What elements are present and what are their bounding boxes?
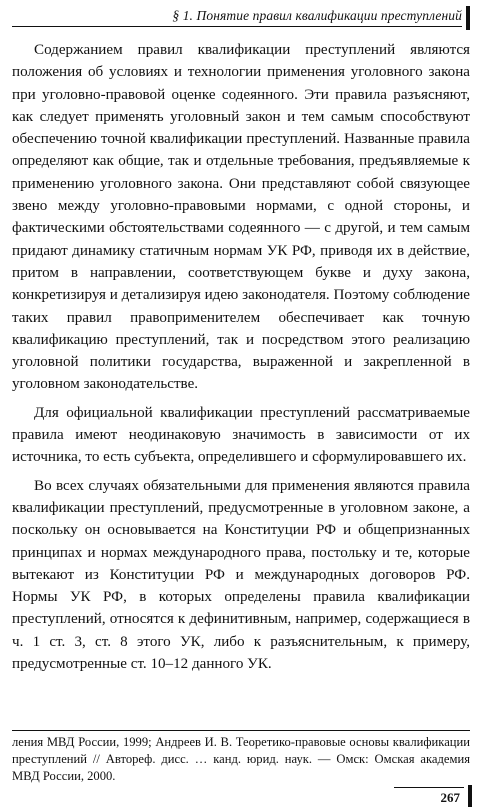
page-footer — [394, 787, 474, 807]
running-header — [12, 6, 472, 28]
paragraph-3: Во всех случаях обязательными для применения являются правила квалификации преступлений, предусмотренные в уголовном законе, а поскольку он основывается на Конституции РФ и общепризнанных принципах и нормах международного права, постольку и те, которые вытекают из Конституции РФ и международных договоров РФ. Нормы УК РФ, в которых определены правила квалификации преступлений, относятся к дефинитивным, например, содержащиеся в ч. 1 ст. 3, ст. 8 этого УК, либо к разъяснительным, к примеру, предусмотренные ст. 10–12 данного УК. — [12, 477, 470, 673]
footer-edge-bar — [468, 785, 472, 807]
main-text — [12, 39, 470, 675]
header-rule — [12, 26, 462, 27]
footer-rule — [394, 787, 464, 788]
paragraph-2: Для официальной квалификации преступлений рассматриваемые правила имеют неодинаковую значимость в зависимости от их источника, то есть субъекта, определившего и сформулировавшего их. — [12, 404, 470, 466]
running-title: § 1. Понятие правил квалификации преступлений — [172, 8, 462, 23]
paragraph-1: Содержанием правил квалификации преступлений являются положения об условиях и технологии применения уголовного закона при уголовно-правовой оценке содеянного. Эти правила разъясняют, как следует применять уголовный закон и тем самым способствуют обеспечению точной квалификации преступлений. Названные правила определяют как общие, так и отдельные требования, предъявляемые к применению уголовного закона. Они представляют собой связующее звено между уголовно-правовыми нормами, с одной стороны, и фактическими обстоятельствами содеянного — с другой, и тем самым придают динамику статичным нормам УК РФ, приводя их в действие, притом в направлении, соответствующем букве и духу закона, конкретизируя и детализируя идею законодателя. Поэтому соблюдение таких правил правоприменителем обеспечивает как точную квалификацию преступлений, так и посредством этого реализацию уголовной политики государства, выраженной и закрепленной в уголовном законодательстве. — [12, 42, 470, 393]
page-number: 267 — [440, 790, 460, 805]
footnote: ления МВД России, 1999; Андреев И. В. Теоретико-правовые основы квалификации преступлений // Автореф. дисс. … канд. юрид. наук. — Омск: Омская академия МВД России, 2000. — [12, 735, 470, 783]
header-edge-bar — [466, 6, 470, 30]
footnote-rule — [12, 730, 470, 731]
